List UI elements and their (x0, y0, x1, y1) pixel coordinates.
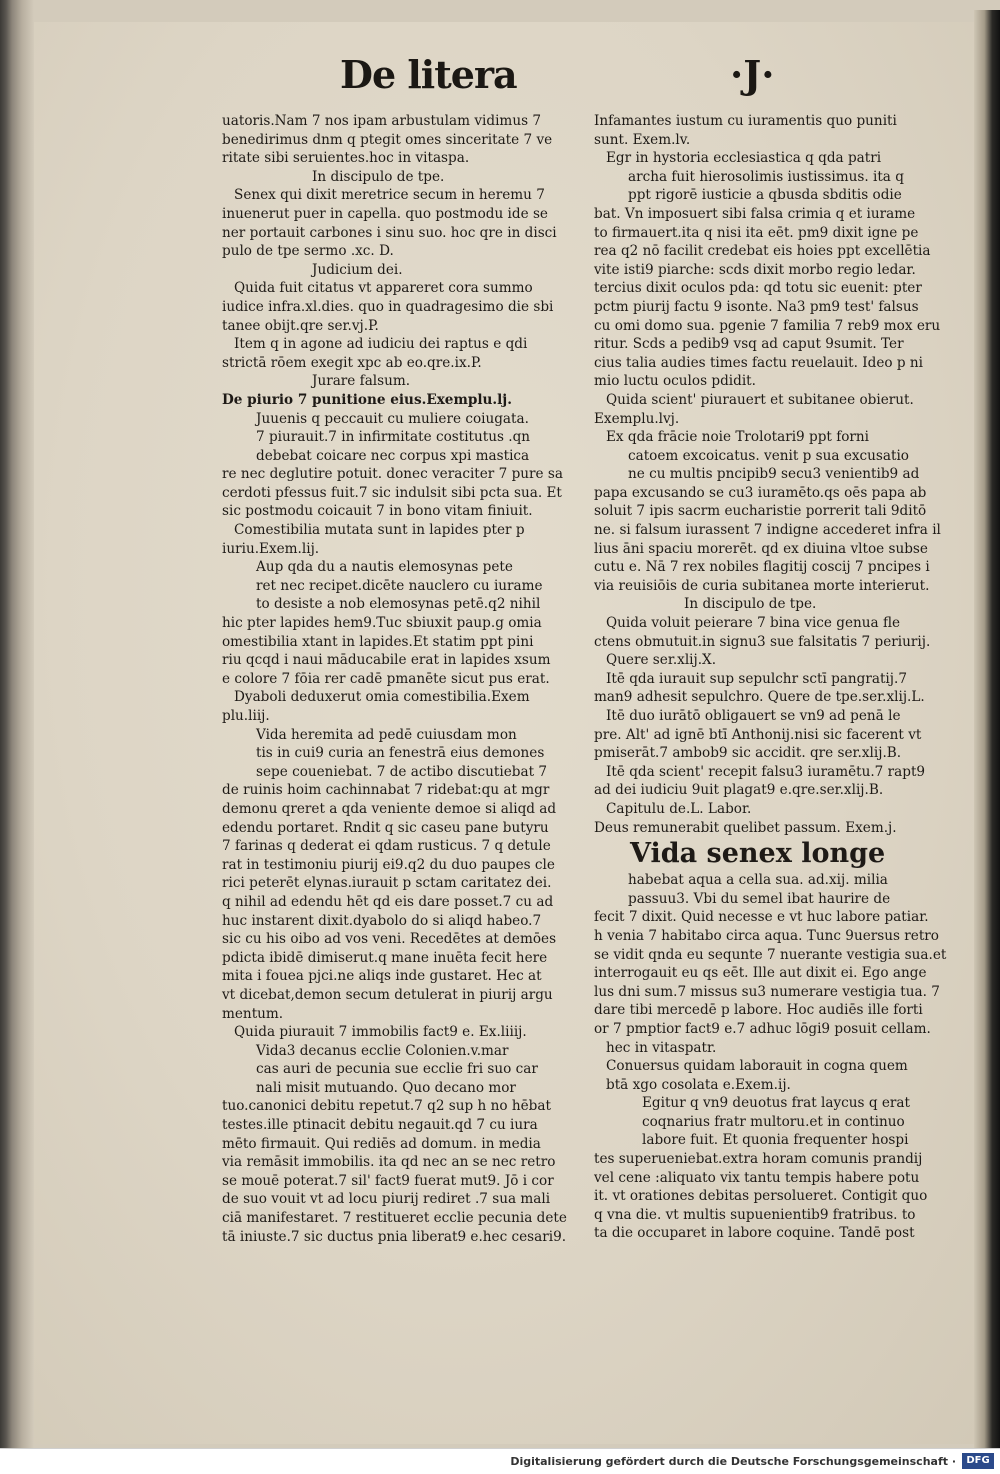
left-column-line: riu qcqd i naui māducabile erat in lapides xsum (222, 652, 551, 669)
left-column-line: strictā rōem exegit xpc ab eo.qre.ix.P. (222, 354, 482, 371)
right-column-line: man9 adhesit sepulchro. Quere de tpe.ser.xlij.L. (594, 689, 925, 706)
right-column-line: cius talia audies times factu reuelauit. Ideo p ni (594, 354, 924, 371)
left-column-line: ciā manifestaret. 7 restitueret ecclie pecunia dete (222, 1210, 567, 1227)
left-column-line: omestibilia xtant in lapides.Et statim ppt pini (222, 633, 534, 650)
right-column-line: tes superueniebat.extra horam comunis prandij (594, 1151, 923, 1168)
right-column-line: ad dei iudiciu 9uit plagat9 e.qre.ser.xlij.B. (594, 782, 884, 799)
left-column-line: rici peterēt elynas.iurauit p sctam caritatez dei. (222, 875, 552, 892)
left-column-line: 7 piurauit.7 in infirmitate costitutus .qn (256, 429, 531, 446)
left-column-line: Quida fuit citatus vt appareret cora summo (234, 280, 533, 297)
running-header-title: De litera (340, 52, 517, 97)
left-column-line: de suo vouit vt ad locu piurij rediret .7 sua mali (222, 1191, 551, 1208)
right-column-line: q vna die. vt multis supuenientib9 fratribus. to (594, 1206, 916, 1223)
left-column-line: tuo.canonici debitu repetut.7 q2 sup h no hēbat (222, 1098, 551, 1115)
left-column-line: debebat coicare nec corpus xpi mastica (256, 447, 530, 464)
right-column-line: btā xgo cosolata e.Exem.ij. (606, 1076, 791, 1093)
right-column-line: or 7 pmptior fact9 e.7 adhuc lōgi9 posuit cellam. (594, 1020, 931, 1037)
left-column-line: inuenerut puer in capella. quo postmodu ide se (222, 205, 548, 222)
right-column-line: hec in vitaspatr. (606, 1039, 717, 1056)
left-text-column (222, 112, 567, 1246)
left-column-line: nali misit mutuando. Quo decano mor (256, 1079, 516, 1096)
left-column-line: Juuenis q peccauit cu muliere coiugata. (256, 410, 529, 427)
left-column-line: iudice infra.xl.dies. quo in quadragesimo die sbi (222, 298, 554, 315)
left-column-line: De piurio 7 punitione eius.Exemplu.lj. (222, 391, 512, 408)
right-column-line: se vidit qnda eu sequnte 7 nuerante vestigia sua.et (594, 946, 947, 963)
left-column-line: q nihil ad edendu hēt qd eis dare posset.7 cu ad (222, 893, 554, 910)
right-column-line: lus dni sum.7 missus su3 numerare vestigia tua. 7 (594, 983, 940, 1000)
left-column-line: se mouē poterat.7 sil' fact9 fuerat mut9. Jō i cor (222, 1172, 554, 1189)
right-column-line: dare tibi mercedē p labore. Hoc audiēs ille forti (594, 1002, 923, 1019)
right-column-line: Itē duo iurātō obligauert se vn9 ad penā le (606, 708, 901, 724)
left-column-line: sic postmodu coicauit 7 in bono vitam finiuit. (222, 503, 533, 520)
right-column-line: ta die occuparet in labore coquine. Tandē post (594, 1225, 915, 1242)
left-column-line: tā iniuste.7 sic ductus pnia liberat9 e.hec cesari9. (222, 1228, 567, 1245)
right-column-line: Infamantes iustum cu iuramentis quo puniti (594, 113, 897, 129)
right-column-line: fecit 7 dixit. Quid necesse e vt huc labore patiar. (594, 909, 929, 926)
right-column-line: interrogauit eu qs eēt. Ille aut dixit ei. Ego ange (594, 965, 927, 982)
left-column-line: e colore 7 fōia rer cadē pmanēte sicut pus erat. (222, 670, 550, 687)
right-column-line: Vida senex longe (630, 838, 886, 870)
right-column-line: Quida scient' piurauert et subitanee obierut. (606, 391, 914, 408)
left-column-line: Comestibilia mutata sunt in lapides pter p (234, 522, 525, 539)
right-column-line: mio luctu oculos pdidit. (594, 373, 756, 390)
right-text-column (594, 112, 947, 1243)
right-column-line: labore fuit. Et quonia frequenter hospi (642, 1132, 909, 1149)
left-column-line: via remāsit immobilis. ita qd nec an se nec retro (222, 1154, 556, 1171)
left-column-line: plu.liij. (222, 708, 270, 724)
right-column-line: pctm piurij factu 9 isonte. Na3 pm9 test' falsus (594, 298, 919, 315)
right-column-line: tercius dixit oculos pda: qd totu sic euenit: pter (594, 280, 922, 297)
right-column-line: passuu3. Vbi du semel ibat haurire de (628, 890, 891, 907)
right-column-line: catoem excoicatus. venit p sua excusatio (628, 447, 909, 464)
left-column-line: edendu portaret. Rndit q sic caseu pane butyru (222, 819, 549, 836)
right-column-line: rea q2 nō facilit credebat eis hoies ppt excellētia (594, 243, 931, 260)
right-column-line: it. vt orationes debitas persolueret. Contigit quo (594, 1188, 928, 1205)
right-column-line: archa fuit hierosolimis iustissimus. ita q (628, 168, 904, 185)
right-column-line: Capitulu de.L. Labor. (606, 800, 752, 817)
left-column-line: uatoris.Nam 7 nos ipam arbustulam vidimus 7 (222, 113, 542, 129)
right-column-line: pre. Alt' ad ignē btī Anthonij.nisi sic facerent vt (594, 726, 922, 743)
right-column-line: vite isti9 piarche: scds dixit morbo regio ledar. (594, 261, 916, 278)
right-column-line: In discipulo de tpe. (684, 596, 817, 613)
right-column-line: papa excusando se cu3 iuramēto.qs oēs papa ab (594, 484, 927, 501)
left-column-line: rat in testimoniu piurij ei9.q2 du duo paupes cle (222, 856, 555, 873)
right-column-line: Egr in hystoria ecclesiastica q qda patri (606, 150, 882, 167)
right-column-line: ne cu multis pncipib9 secu3 venientib9 ad (628, 466, 920, 483)
left-column-line: Jurare falsum. (312, 373, 411, 390)
left-column-line: de ruinis hoim cachinnabat 7 ridebat:qu at mgr (222, 782, 550, 799)
left-column-line: testes.ille ptinacit debitu negauit.qd 7 cu iura (222, 1117, 538, 1134)
right-column-line: Exemplu.lvj. (594, 410, 680, 427)
left-column-line: Vida heremita ad pedē cuiusdam mon (256, 726, 517, 743)
right-column-line: pmiserāt.7 ambob9 sic accidit. qre ser.xlij.B. (594, 745, 902, 762)
right-column-line: cutu e. Nā 7 rex nobiles flagitij coscij 7 pncipes i (594, 559, 930, 576)
left-column-line: demonu qreret a qda veniente demoe si aliqd ad (222, 800, 557, 817)
right-column-line: lius āni spaciu morerēt. qd ex diuina vltoe subse (594, 540, 928, 557)
left-column-line: benedirimus dnm q ptegit omes sinceritate 7 ve (222, 131, 553, 148)
left-column-line: Item q in agone ad iudiciu dei raptus e qdi (234, 336, 528, 353)
right-column-line: soluit 7 ipis sacrm eucharistie porrerit tali 9ditō (594, 503, 927, 520)
left-column-line: mita i fouea pjci.ne aliqs inde gustaret. Hec at (222, 968, 542, 985)
left-column-line: vt dicebat,demon secum detulerat in piurij argu (222, 986, 553, 1003)
left-column-line: to desiste a nob elemosynas petē.q2 nihil (256, 596, 541, 613)
right-column-line: bat. Vn imposuert sibi falsa crimia q et iurame (594, 205, 916, 222)
right-column-line: to firmauert.ita q nisi ita eēt. pm9 dixit igne pe (594, 224, 919, 241)
left-column-line: pulo de tpe sermo .xc. D. (222, 243, 394, 260)
left-column-line: mēto firmauit. Qui rediēs ad domum. in media (222, 1135, 541, 1152)
right-column-line: Itē qda iurauit sup sepulchr sctī pangratij.7 (606, 670, 907, 687)
right-column-line: Ex qda frācie noie Trolotari9 ppt forni (606, 429, 870, 446)
right-column-line: Quere ser.xlij.X. (606, 652, 717, 669)
left-column-line: tanee obijt.qre ser.vj.P. (222, 317, 379, 334)
left-column-line: Vida3 decanus ecclie Colonien.v.mar (256, 1042, 509, 1059)
left-column-line: mentum. (222, 1005, 284, 1022)
right-column-line: Deus remunerabit quelibet passum. Exem.j. (594, 819, 897, 836)
right-column-line: ppt rigorē iusticie a qbusda sbditis odie (628, 187, 902, 204)
right-column-line: via reuisiōis de curia subitanea morte interierut. (594, 577, 930, 594)
left-column-line: sepe coueniebat. 7 de actibo discutiebat 7 (256, 763, 548, 780)
right-column-line: ne. si falsum iurassent 7 indigne accederet infra il (594, 522, 941, 539)
right-column-line: cu omi domo sua. pgenie 7 familia 7 reb9 mox eru (594, 317, 941, 334)
page-gutter (974, 10, 1000, 1448)
left-column-line: sic cu his oibo ad vos veni. Recedētes at demōes (222, 931, 557, 948)
left-column-line: cas auri de pecunia sue ecclie fri suo car (256, 1061, 538, 1078)
left-column-line: ner portauit carbones i sinu suo. hoc qre in disci (222, 224, 557, 241)
left-column-line: Senex qui dixit meretrice secum in heremu 7 (234, 187, 545, 204)
left-column-line: 7 farinas q dederat ei qdam rusticus. 7 q detule (222, 838, 551, 855)
right-column-line: coqnarius fratr multoru.et in continuo (642, 1113, 905, 1130)
left-column-line: huc instarent dixit.dyabolo do si aliqd habeo.7 (222, 912, 542, 929)
right-column-line: Itē qda scient' recepit falsu3 iuramētu.7 rapt9 (606, 763, 926, 780)
dfg-logo: DFG (962, 1453, 994, 1469)
right-column-line: sunt. Exem.lv. (594, 131, 691, 148)
right-column-line: Conuersus quidam laborauit in cogna quem (606, 1058, 908, 1075)
left-column-line: Dyaboli deduxerut omia comestibilia.Exem (234, 689, 530, 706)
left-column-line: In discipulo de tpe. (312, 168, 445, 185)
right-column-line: Egitur q vn9 deuotus frat laycus q erat (642, 1095, 910, 1112)
running-header-letter: ·J· (730, 52, 775, 97)
left-column-line: iuriu.Exem.lij. (222, 540, 320, 557)
left-column-line: ritate sibi seruientes.hoc in vitaspa. (222, 150, 470, 167)
left-column-line: Judicium dei. (312, 261, 403, 278)
left-column-line: ret nec recipet.dicēte nauclero cu iurame (256, 577, 543, 594)
left-column-line: Aup qda du a nautis elemosynas pete (256, 559, 513, 576)
right-column-line: ritur. Scds a pedib9 vsq ad caput 9sumit. Ter (594, 336, 904, 353)
left-column-line: tis in cui9 curia an fenestrā eius demones (256, 745, 545, 762)
right-column-line: vel cene :aliquato vix tantu tempis habere potu (594, 1169, 920, 1186)
footer-bar (0, 1448, 1000, 1474)
right-column-line: ctens obmutuit.in signu3 sue falsitatis 7 periurij. (594, 633, 931, 650)
footer-credit: Digitalisierung gefördert durch die Deutsche Forschungsgemeinschaft · (510, 1455, 956, 1468)
left-column-line: re nec deglutire potuit. donec veraciter 7 pure sa (222, 466, 563, 483)
right-column-line: habebat aqua a cella sua. ad.xij. milia (628, 872, 888, 889)
right-column-line: Quida voluit peierare 7 bina vice genua fle (606, 615, 901, 632)
left-column-line: pdicta ibidē dimiserut.q mane inuēta fecit here (222, 949, 548, 966)
left-column-line: Quida piurauit 7 immobilis fact9 e. Ex.liiij. (234, 1024, 527, 1041)
left-column-line: cerdoti pfessus fuit.7 sic indulsit sibi pcta sua. Et (222, 484, 562, 501)
right-column-line: h venia 7 habitabo circa aqua. Tunc 9uersus retro (594, 927, 939, 944)
left-column-line: hic pter lapides hem9.Tuc sbiuxit paup.g omia (222, 615, 542, 632)
